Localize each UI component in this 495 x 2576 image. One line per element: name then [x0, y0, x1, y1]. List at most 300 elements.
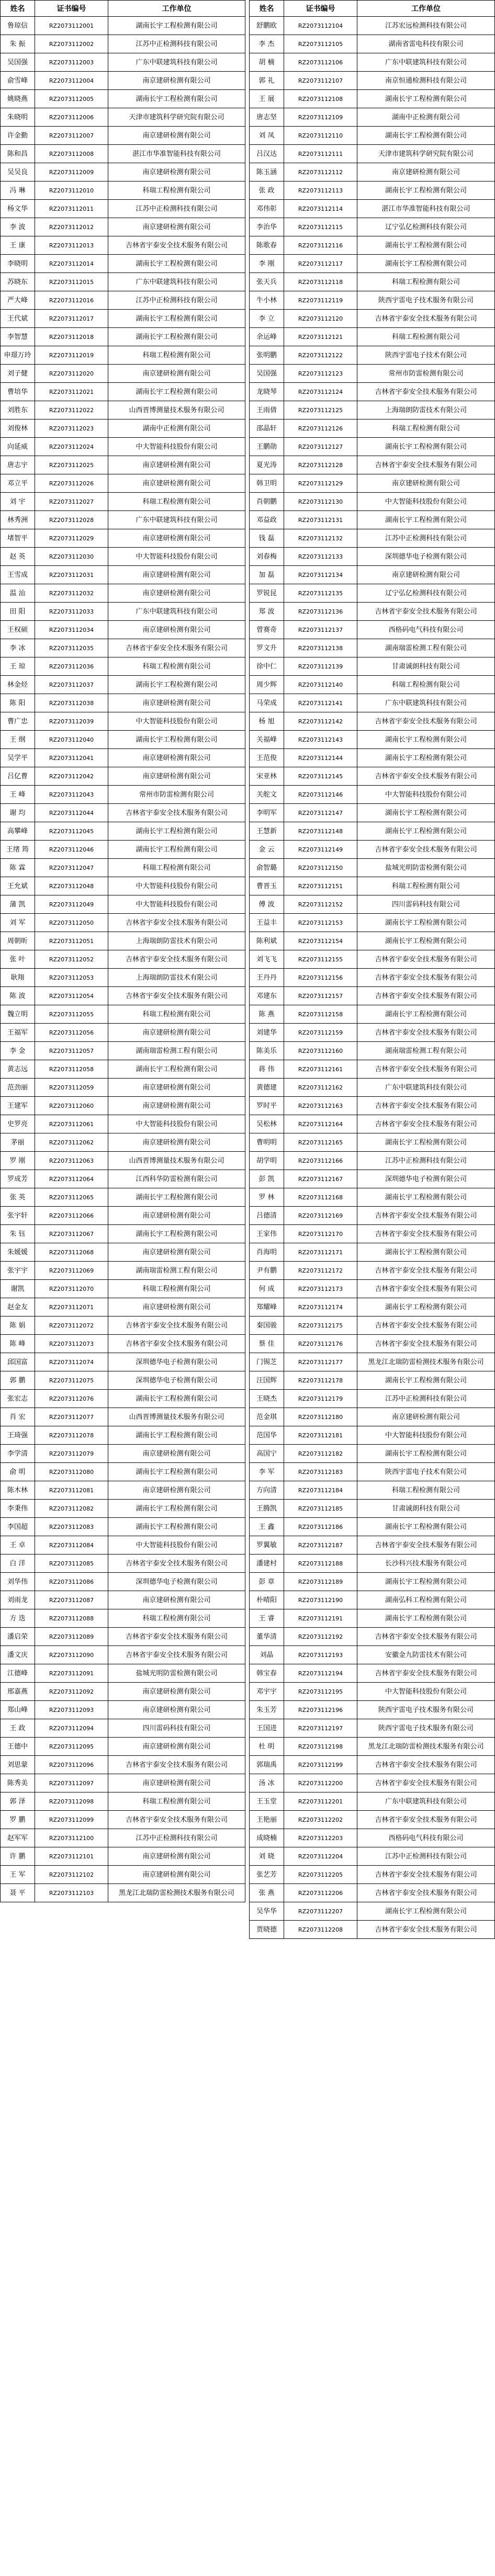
cell-unit: 湖南长宇工程检测有限公司	[357, 822, 495, 841]
cell-unit: 吉林省宇泰安全技术服务有限公司	[357, 1097, 495, 1115]
cell-name: 林秀洲	[1, 511, 35, 529]
table-row	[1, 1298, 245, 1317]
table-row	[1, 1518, 245, 1536]
table-row	[1, 712, 245, 731]
cell-unit: 湖南长宇工程检测有限公司	[357, 438, 495, 456]
table-row	[250, 1188, 495, 1207]
table-row	[1, 603, 245, 621]
cell-number: RZ2073112163	[284, 1097, 357, 1115]
cell-name: 王雨倩	[250, 401, 284, 419]
cell-unit: 南京建研检测有限公司	[108, 163, 245, 181]
cell-number: RZ2073112194	[284, 1664, 357, 1683]
cell-number: RZ2073112029	[35, 529, 108, 548]
cell-unit: 吉林省宇泰安全技术服务有限公司	[357, 950, 495, 969]
cell-name: 刘子健	[1, 365, 35, 383]
cell-unit: 江苏中正检测科技有限公司	[108, 200, 245, 218]
cell-number: RZ2073112156	[284, 969, 357, 987]
cell-number: RZ2073112135	[284, 584, 357, 603]
cell-name: 李明军	[250, 804, 284, 822]
table-row	[250, 17, 495, 35]
cell-name: 吴国强	[250, 365, 284, 383]
cell-name: 王慧新	[250, 822, 284, 841]
cell-name: 王 军	[1, 1866, 35, 1884]
cell-name: 杨文华	[1, 200, 35, 218]
cell-number: RZ2073112134	[284, 566, 357, 584]
cell-unit: 科瑞工程检测有限公司	[357, 328, 495, 346]
cell-name: 金 云	[250, 841, 284, 859]
table-row	[250, 401, 495, 419]
cell-name: 唐志坚	[250, 108, 284, 127]
cell-name: 潘启荣	[1, 1628, 35, 1646]
table-row	[250, 712, 495, 731]
cell-number: RZ2073112082	[35, 1500, 108, 1518]
table-row	[250, 841, 495, 859]
table-row	[1, 127, 245, 145]
cell-name: 杨 旭	[250, 712, 284, 731]
cell-unit: 南京建研检测有限公司	[357, 1408, 495, 1426]
cell-unit: 吉林省宇泰安全技术服务有限公司	[108, 1554, 245, 1573]
cell-name: 王 政	[1, 1719, 35, 1738]
table-row	[1, 1390, 245, 1408]
cell-unit: 吉林省宇泰安全技术服务有限公司	[108, 1335, 245, 1353]
cell-number: RZ2073112097	[35, 1774, 108, 1792]
table-row	[250, 1792, 495, 1811]
table-row	[1, 1829, 245, 1847]
table-row	[1, 1774, 245, 1792]
cell-unit: 湖南长宇工程检测有限公司	[357, 1243, 495, 1262]
cell-number: RZ2073112139	[284, 657, 357, 676]
cell-number: RZ2073112114	[284, 200, 357, 218]
table-row	[1, 1243, 245, 1262]
cell-name: 刘华伟	[1, 1573, 35, 1591]
cell-number: RZ2073112146	[284, 786, 357, 804]
cell-unit: 江苏中正检测科技有限公司	[108, 35, 245, 53]
cell-number: RZ2073112096	[35, 1756, 108, 1774]
cell-number: RZ2073112095	[35, 1738, 108, 1756]
cell-unit: 中大智能科技股份有限公司	[108, 895, 245, 914]
cell-unit: 吉林省宇泰安全技术服务有限公司	[357, 310, 495, 328]
cell-name: 王允斌	[1, 877, 35, 895]
table-row	[250, 328, 495, 346]
cell-number: RZ2073112103	[35, 1884, 108, 1902]
table-header-row	[1, 1, 245, 17]
cell-name: 张明鹏	[250, 346, 284, 365]
cell-name: 胡 楠	[250, 53, 284, 72]
cell-unit: 山西晋博测量技术服务有限公司	[108, 1152, 245, 1170]
table-row	[250, 1042, 495, 1060]
table-row	[250, 1371, 495, 1390]
table-row	[250, 255, 495, 273]
table-row	[250, 346, 495, 365]
cell-unit: 山西晋博测量技术服务有限公司	[108, 401, 245, 419]
cell-number: RZ2073112025	[35, 456, 108, 474]
cell-name: 王玉堂	[250, 1792, 284, 1811]
cell-unit: 湖南中正检测有限公司	[357, 108, 495, 127]
cell-unit: 四川雷码科技有限公司	[108, 1719, 245, 1738]
cell-unit: 湖南长宇工程检测有限公司	[108, 1188, 245, 1207]
cell-number: RZ2073112124	[284, 383, 357, 401]
cell-number: RZ2073112116	[284, 236, 357, 255]
table-row	[250, 1701, 495, 1719]
cell-unit: 吉林省宇泰安全技术服务有限公司	[357, 456, 495, 474]
table-row	[1, 511, 245, 529]
table-row	[250, 1811, 495, 1829]
cell-name: 李晓明	[1, 255, 35, 273]
cell-name: 肖 宏	[1, 1408, 35, 1426]
cell-number: RZ2073112185	[284, 1500, 357, 1518]
table-row	[1, 1463, 245, 1481]
cell-unit: 吉林省宇泰安全技术服务有限公司	[357, 1207, 495, 1225]
cell-number: RZ2073112188	[284, 1554, 357, 1573]
table-row	[250, 1664, 495, 1683]
cell-number: RZ2073112071	[35, 1298, 108, 1317]
cell-name: 刘 军	[1, 914, 35, 932]
cell-name: 李智慧	[1, 328, 35, 346]
cell-unit: 辽宁弘亿检测科技有限公司	[357, 218, 495, 236]
cell-unit: 上海瑞朗防雷技术有限公司	[108, 969, 245, 987]
table-row	[250, 181, 495, 200]
cell-number: RZ2073112035	[35, 639, 108, 657]
cell-number: RZ2073112192	[284, 1628, 357, 1646]
cell-name: 罗文升	[250, 639, 284, 657]
cell-name: 牛小林	[250, 291, 284, 310]
table-row	[250, 731, 495, 749]
cell-number: RZ2073112195	[284, 1683, 357, 1701]
cell-name: 吴华华	[250, 1902, 284, 1921]
table-row	[250, 108, 495, 127]
cell-unit: 湖南长宇工程检测有限公司	[108, 1426, 245, 1445]
table-header-row	[250, 1, 495, 17]
table-row	[1, 1664, 245, 1683]
cell-unit: 科瑞工程检测有限公司	[108, 657, 245, 676]
cell-name: 谢 均	[1, 804, 35, 822]
table-row	[1, 1573, 245, 1591]
cell-name: 郭 鹏	[1, 1371, 35, 1390]
table-row	[1, 438, 245, 456]
table-row	[1, 1280, 245, 1298]
cell-unit: 南京建研检测有限公司	[108, 529, 245, 548]
cell-number: RZ2073112106	[284, 53, 357, 72]
cell-number: RZ2073112021	[35, 383, 108, 401]
cell-number: RZ2073112076	[35, 1390, 108, 1408]
cell-name: 陈秀美	[1, 1774, 35, 1792]
cell-number: RZ2073112075	[35, 1371, 108, 1390]
cell-number: RZ2073112024	[35, 438, 108, 456]
table-row	[250, 786, 495, 804]
table-row	[250, 822, 495, 841]
cell-unit: 中大智能科技股份有限公司	[357, 1683, 495, 1701]
cell-unit: 吉林省宇泰安全技术服务有限公司	[357, 767, 495, 786]
cell-unit: 南京建研检测有限公司	[108, 621, 245, 639]
header-number: 证书编号	[284, 1, 357, 17]
cell-number: RZ2073112198	[284, 1738, 357, 1756]
table-row	[250, 456, 495, 474]
table-row	[1, 1445, 245, 1463]
cell-number: RZ2073112085	[35, 1554, 108, 1573]
cell-name: 刘思蒙	[1, 1756, 35, 1774]
table-row	[1, 1756, 245, 1774]
table-row	[1, 657, 245, 676]
cell-number: RZ2073112189	[284, 1573, 357, 1591]
cell-unit: 湖南长宇工程检测有限公司	[357, 255, 495, 273]
cell-name: 曹培华	[1, 383, 35, 401]
cell-number: RZ2073112175	[284, 1317, 357, 1335]
table-row	[1, 621, 245, 639]
table-row	[1, 346, 245, 365]
cell-name: 尹有鹏	[250, 1262, 284, 1280]
cell-number: RZ2073112193	[284, 1646, 357, 1664]
table-row	[1, 1847, 245, 1866]
cell-number: RZ2073112026	[35, 474, 108, 493]
cell-unit: 上海瑞朗防雷技术有限公司	[108, 932, 245, 950]
cell-unit: 湖南长宇工程检测有限公司	[108, 1463, 245, 1481]
cell-name: 王 康	[1, 236, 35, 255]
cell-name: 王代斌	[1, 310, 35, 328]
table-row	[1, 566, 245, 584]
cell-number: RZ2073112122	[284, 346, 357, 365]
cell-number: RZ2073112094	[35, 1719, 108, 1738]
cell-number: RZ2073112074	[35, 1353, 108, 1371]
cell-unit: 中大智能科技股份有限公司	[357, 786, 495, 804]
cell-name: 陈 燕	[250, 1005, 284, 1024]
cell-unit: 四川雷码科技有限公司	[357, 895, 495, 914]
cell-name: 吴国强	[1, 53, 35, 72]
cell-number: RZ2073112018	[35, 328, 108, 346]
table-row	[1, 145, 245, 163]
cell-number: RZ2073112034	[35, 621, 108, 639]
cell-number: RZ2073112073	[35, 1335, 108, 1353]
table-row	[1, 1152, 245, 1170]
cell-name: 蒋 伟	[250, 1060, 284, 1079]
cell-unit: 中大智能科技股份有限公司	[108, 877, 245, 895]
cell-unit: 南京建研检测有限公司	[108, 566, 245, 584]
cell-unit: 湖南长宇工程检测有限公司	[357, 181, 495, 200]
cell-unit: 常州市防雷检测有限公司	[357, 365, 495, 383]
cell-unit: 湖南长宇工程检测有限公司	[108, 1390, 245, 1408]
cell-number: RZ2073112152	[284, 895, 357, 914]
table-row	[250, 621, 495, 639]
cell-name: 江德峰	[1, 1664, 35, 1683]
cell-name: 罗锐昆	[250, 584, 284, 603]
cell-number: RZ2073112007	[35, 127, 108, 145]
cell-number: RZ2073112155	[284, 950, 357, 969]
cell-name: 王家伟	[250, 1225, 284, 1243]
cell-name: 唐志宇	[1, 456, 35, 474]
table-row	[1, 90, 245, 108]
cell-number: RZ2073112023	[35, 419, 108, 438]
cell-number: RZ2073112200	[284, 1774, 357, 1792]
cell-name: 王 琼	[1, 657, 35, 676]
cell-number: RZ2073112089	[35, 1628, 108, 1646]
cell-name: 严大峰	[1, 291, 35, 310]
cell-unit: 吉林省宇泰安全技术服务有限公司	[357, 1024, 495, 1042]
table-row	[1, 676, 245, 694]
cell-unit: 吉林省宇泰安全技术服务有限公司	[108, 1317, 245, 1335]
cell-unit: 江苏中正检测科技有限公司	[108, 1829, 245, 1847]
cell-name: 范金琪	[250, 1408, 284, 1426]
table-body-right	[250, 17, 495, 1939]
table-row	[250, 932, 495, 950]
table-row	[250, 1298, 495, 1317]
table-row	[1, 1225, 245, 1243]
cell-name: 汪国辉	[250, 1371, 284, 1390]
table-row	[250, 72, 495, 90]
cell-number: RZ2073112055	[35, 1005, 108, 1024]
cell-unit: 吉林省宇泰安全技术服务有限公司	[108, 639, 245, 657]
table-row	[250, 877, 495, 895]
cell-number: RZ2073112169	[284, 1207, 357, 1225]
cell-unit: 江苏中正检测科技有限公司	[108, 291, 245, 310]
cell-name: 高攀峰	[1, 822, 35, 841]
cell-number: RZ2073112190	[284, 1591, 357, 1609]
cell-number: RZ2073112068	[35, 1243, 108, 1262]
cell-unit: 吉林省宇泰安全技术服务有限公司	[357, 1664, 495, 1683]
table-row	[1, 72, 245, 90]
cell-number: RZ2073112102	[35, 1866, 108, 1884]
cell-unit: 南京建研检测有限公司	[357, 163, 495, 181]
cell-number: RZ2073112039	[35, 712, 108, 731]
cell-number: RZ2073112048	[35, 877, 108, 895]
table-row	[1, 1536, 245, 1554]
table-row	[1, 17, 245, 35]
cell-unit: 湖南长宇工程检测有限公司	[357, 511, 495, 529]
table-row	[1, 548, 245, 566]
cell-name: 潘建村	[250, 1554, 284, 1573]
cell-number: RZ2073112079	[35, 1445, 108, 1463]
cell-unit: 南京恒通检测科技有限公司	[357, 72, 495, 90]
cell-name: 李 波	[1, 218, 35, 236]
cell-name: 蒲 凯	[1, 895, 35, 914]
cell-number: RZ2073112126	[284, 419, 357, 438]
cell-number: RZ2073112208	[284, 1921, 357, 1939]
cell-unit: 深圳德华电子检测有限公司	[108, 1353, 245, 1371]
table-row	[1, 584, 245, 603]
cell-name: 张 英	[1, 1188, 35, 1207]
cell-name: 何 成	[250, 1280, 284, 1298]
cell-number: RZ2073112186	[284, 1518, 357, 1536]
cell-unit: 常州市防雷检测有限公司	[108, 786, 245, 804]
table-row	[1, 731, 245, 749]
cell-number: RZ2073112174	[284, 1298, 357, 1317]
cell-number: RZ2073112022	[35, 401, 108, 419]
table-row	[250, 566, 495, 584]
cell-number: RZ2073112160	[284, 1042, 357, 1060]
cell-number: RZ2073112203	[284, 1829, 357, 1847]
cell-unit: 湖南长宇工程检测有限公司	[108, 822, 245, 841]
cell-name: 关福峰	[250, 731, 284, 749]
cell-unit: 吉林省宇泰安全技术服务有限公司	[357, 1317, 495, 1335]
cell-unit: 天津市建筑科学研究院有限公司	[108, 108, 245, 127]
table-row	[250, 584, 495, 603]
cell-name: 陈和昌	[1, 145, 35, 163]
table-row	[1, 877, 245, 895]
cell-number: RZ2073112202	[284, 1811, 357, 1829]
header-number: 证书编号	[35, 1, 108, 17]
cell-name: 吴松林	[250, 1115, 284, 1133]
table-row	[250, 529, 495, 548]
table-row	[250, 767, 495, 786]
cell-unit: 广东中联建筑科技有限公司	[108, 603, 245, 621]
table-row	[250, 1921, 495, 1939]
table-row	[1, 419, 245, 438]
cell-number: RZ2073112084	[35, 1536, 108, 1554]
cell-name: 肖朝鹏	[250, 493, 284, 511]
cell-unit: 吉林省宇泰安全技术服务有限公司	[108, 804, 245, 822]
cell-name: 李学清	[1, 1445, 35, 1463]
cell-name: 魏立明	[1, 1005, 35, 1024]
cell-name: 陈玉涵	[250, 163, 284, 181]
cell-number: RZ2073112184	[284, 1481, 357, 1500]
table-row	[1, 1262, 245, 1280]
cell-number: RZ2073112037	[35, 676, 108, 694]
cell-name: 朴晴阳	[250, 1591, 284, 1609]
cell-name: 郑山峰	[1, 1701, 35, 1719]
cell-name: 曹明明	[250, 1133, 284, 1152]
cell-number: RZ2073112072	[35, 1317, 108, 1335]
cell-name: 高国宁	[250, 1445, 284, 1463]
cell-name: 邓伟彰	[250, 200, 284, 218]
cell-number: RZ2073112078	[35, 1426, 108, 1445]
cell-unit: 南京建研检测有限公司	[108, 1298, 245, 1317]
cell-unit: 天津市建筑科学研究院有限公司	[357, 145, 495, 163]
cell-name: 耿翔	[1, 969, 35, 987]
cell-unit: 南京建研检测有限公司	[108, 1445, 245, 1463]
cell-unit: 湖南长宇工程检测有限公司	[357, 1005, 495, 1024]
cell-name: 姚晓燕	[1, 90, 35, 108]
cell-unit: 上海瑞朗防雷技术有限公司	[357, 401, 495, 419]
cell-name: 温 汕	[1, 584, 35, 603]
table-row	[250, 914, 495, 932]
cell-unit: 吉林省宇泰安全技术服务有限公司	[357, 1811, 495, 1829]
table-row	[1, 932, 245, 950]
cell-unit: 吉林省宇泰安全技术服务有限公司	[357, 1628, 495, 1646]
table-row	[250, 127, 495, 145]
cell-name: 董华清	[250, 1628, 284, 1646]
cell-name: 刘俊林	[1, 419, 35, 438]
cell-name: 郑 波	[250, 603, 284, 621]
cell-name: 范劲丽	[1, 1079, 35, 1097]
cell-name: 张 燕	[250, 1884, 284, 1902]
cell-name: 关舵文	[250, 786, 284, 804]
table-row	[1, 859, 245, 877]
cell-unit: 吉林省宇泰安全技术服务有限公司	[108, 1811, 245, 1829]
cell-unit: 深圳德华电子检测有限公司	[108, 1573, 245, 1591]
cell-unit: 湖南瑞雷检测工程有限公司	[108, 1042, 245, 1060]
cell-unit: 湖南长宇工程检测有限公司	[108, 1500, 245, 1518]
cell-unit: 吉林省宇泰安全技术服务有限公司	[357, 969, 495, 987]
cell-name: 王益丰	[250, 914, 284, 932]
cell-name: 彭 章	[250, 1573, 284, 1591]
cell-name: 刘春梅	[250, 548, 284, 566]
cell-unit: 湖南长宇工程检测有限公司	[357, 1609, 495, 1628]
cell-name: 刘 宇	[1, 493, 35, 511]
cell-number: RZ2073112117	[284, 255, 357, 273]
cell-number: RZ2073112093	[35, 1701, 108, 1719]
table-row	[250, 1079, 495, 1097]
cell-number: RZ2073112049	[35, 895, 108, 914]
cell-number: RZ2073112180	[284, 1408, 357, 1426]
cell-unit: 湖南瑞雷检测工程有限公司	[357, 1042, 495, 1060]
cell-unit: 广东中联建筑科技有限公司	[108, 273, 245, 291]
cell-number: RZ2073112123	[284, 365, 357, 383]
cell-name: 王建军	[1, 1097, 35, 1115]
cell-number: RZ2073112148	[284, 822, 357, 841]
table-row	[1, 1554, 245, 1573]
cell-name: 王 卓	[1, 1536, 35, 1554]
cell-number: RZ2073112207	[284, 1902, 357, 1921]
cell-name: 朱 振	[1, 35, 35, 53]
cell-number: RZ2073112081	[35, 1481, 108, 1500]
